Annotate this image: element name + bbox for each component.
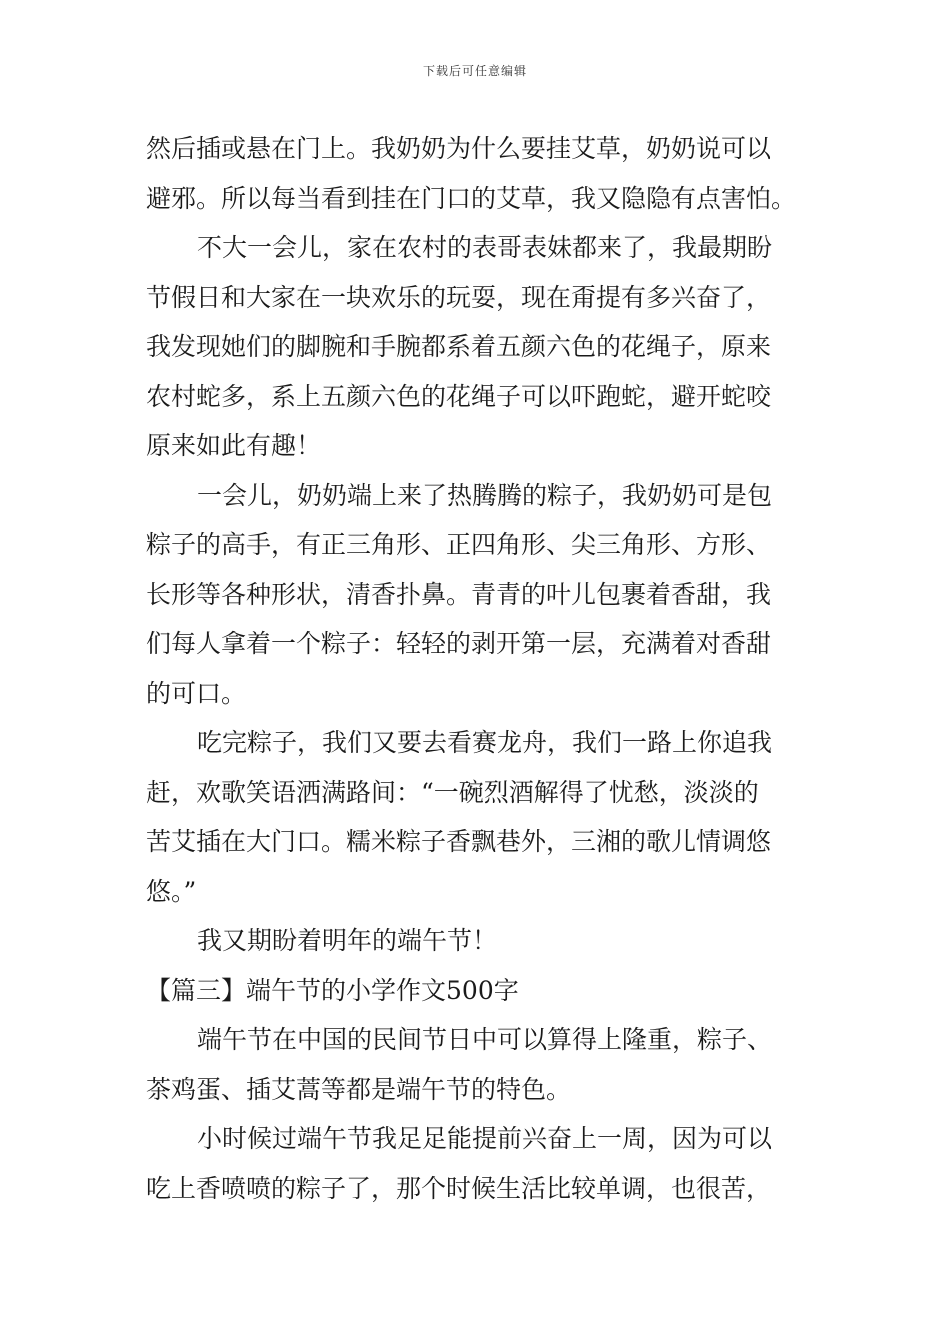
text-line: 悠。” xyxy=(146,876,197,906)
text-line: 苦艾插在大门口。糯米粽子香飘巷外，三湘的歌儿情调悠 xyxy=(146,827,772,856)
section-heading: 【篇三】端午节的小学作文500字 xyxy=(146,975,519,1005)
paragraph-start-line: 一会儿，奶奶端上来了热腾腾的粽子，我奶奶可是包 xyxy=(197,480,773,510)
paragraph-start-line: 小时候过端午节我足足能提前兴奋上一周，因为可以 xyxy=(197,1124,773,1153)
text-line: 我发现她们的脚腕和手腕都系着五颜六色的花绳子，原来 xyxy=(146,332,772,361)
paragraph-start-line: 我又期盼着明年的端午节！ xyxy=(197,926,498,955)
text-line: 农村蛇多，系上五颜六色的花绳子可以吓跑蛇，避开蛇咬 xyxy=(146,381,772,411)
page-header: 下载后可任意编辑 xyxy=(422,64,527,78)
text-line: 们每人拿着一个粽子：轻轻的剥开第一层，充满着对香甜 xyxy=(146,629,772,658)
text-line: 吃上香喷喷的粽子了，那个时候生活比较单调，也很苦， xyxy=(146,1173,772,1203)
text-line: 然后插或悬在门上。我奶奶为什么要挂艾草，奶奶说可以 xyxy=(146,134,772,163)
text-line: 长形等各种形状，清香扑鼻。青青的叶儿包裹着香甜，我 xyxy=(146,579,772,609)
text-line: 节假日和大家在一块欢乐的玩耍，现在甭提有多兴奋了， xyxy=(146,282,772,312)
paragraph-start-line: 吃完粽子，我们又要去看赛龙舟，我们一路上你追我 xyxy=(197,728,773,757)
text-line: 茶鸡蛋、插艾蒿等都是端午节的特色。 xyxy=(146,1074,572,1104)
text-line: 原来如此有趣！ xyxy=(146,431,322,460)
text-line: 赶，欢歌笑语洒满路间：“一碗烈酒解得了忧愁，淡淡的 xyxy=(146,777,759,807)
text-line: 避邪。所以每当看到挂在门口的艾草，我又隐隐有点害怕。 xyxy=(146,183,797,213)
text-line: 粽子的高手，有正三角形、正四角形、尖三角形、方形、 xyxy=(146,530,772,559)
text-line: 的可口。 xyxy=(146,678,247,708)
essay-body xyxy=(146,124,816,1213)
paragraph-start-line: 不大一会儿，家在农村的表哥表妹都来了，我最期盼 xyxy=(197,233,773,262)
paragraph-start-line: 端午节在中国的民间节日中可以算得上隆重，粽子、 xyxy=(197,1025,773,1054)
